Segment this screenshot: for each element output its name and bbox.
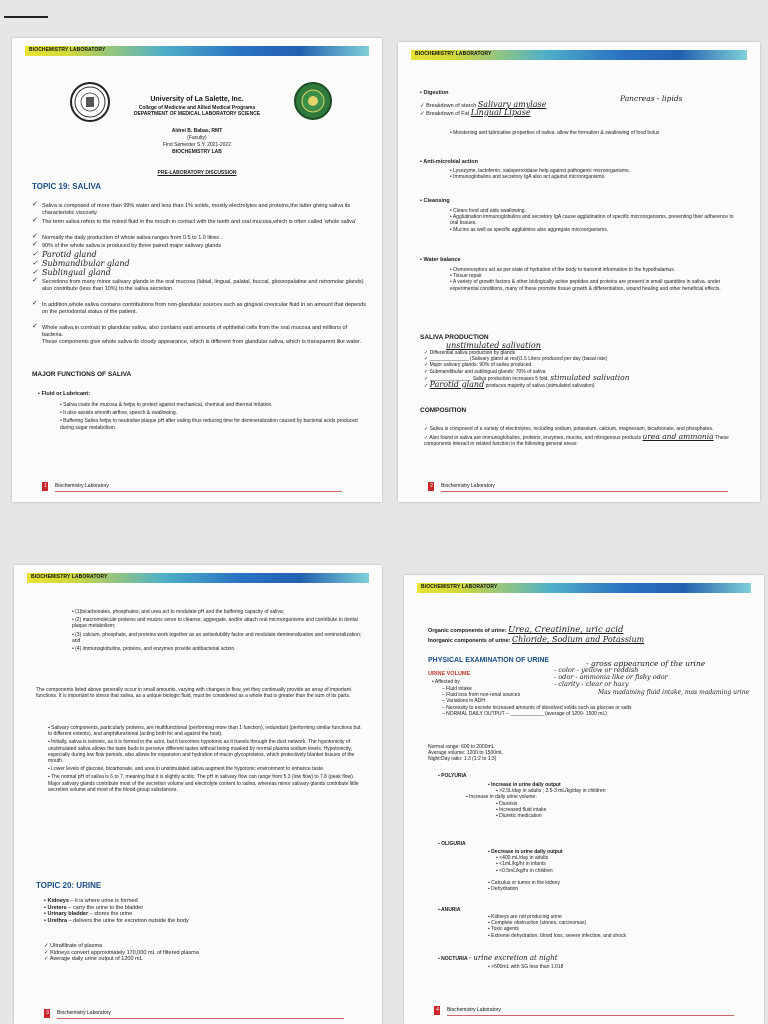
handwritten-note: Salivary amylase (477, 100, 547, 109)
list-item: • Agglutination immunoglobulins and secretory IgA cause agglutination of specific microorganisms, preventing their adherence to oral tissues. (450, 214, 734, 227)
list-item: ▪ Diuresis (496, 800, 518, 807)
handwritten-note: Parotid gland (429, 380, 485, 390)
bullet-item: ✓ Normally the daily production of whole saliva ranges from 0.5 to 1.0 litres . (32, 233, 223, 241)
list-item: ▪ Complete obstruction (stones, carcinomas) (488, 920, 587, 927)
water-balance-title: ▪ Water balance (420, 257, 461, 263)
handwritten-note: Pancreas - lipids (620, 94, 683, 103)
handwritten-note: unstimulated salivation (446, 341, 541, 350)
list-item: ▪ >2.5L/day in adults ; 2.5-3 mL/kg/day in children (496, 788, 606, 795)
antimicrobial-title: ▪ Anti-microbial action (420, 159, 478, 165)
checkmark-icon: ✓ (32, 233, 38, 240)
list-item: ✓ Differential saliva production by glands (424, 350, 516, 356)
college-name: College of Medicine and Allied Medical Programs (138, 105, 256, 111)
list-item: • (2) macromolecule proteins and mucins serve to cleanse, aggregate, and/or attach oral microorganisms and contribute to dental plaque metabolism; (72, 617, 358, 630)
checkmark-icon: ✓ (32, 277, 38, 284)
handwritten-note: ✓ Submandibular gland (32, 259, 130, 268)
footer-rule (55, 491, 342, 492)
composition-title: COMPOSITION (420, 407, 467, 414)
header-bar (417, 583, 751, 593)
nocturia-title: ▪ NOCTURIA - urine excretion at night (438, 954, 558, 962)
fluid-title: ▪ Fluid or Lubricant: (38, 391, 91, 397)
organic-components: Organic components of urine: Urea, Creatinine, uric acid (428, 625, 624, 635)
header-label: BIOCHEMISTRY LABORATORY (421, 584, 498, 590)
bullet-item: ✓ In addition,whole saliva contains contributions from non-glandular sources such as gingival crevicular fluid in an amount that depends on the periodontal status of the patient. (32, 300, 367, 315)
page-number: 4 (436, 1007, 439, 1013)
list-item: ▪ Salivary components, particularly proteins, are multifunctional (performing more than 1 function), redundant (performing similar functions but to different extents), and amphifunctional (acting both for and against the host). (48, 725, 361, 738)
digestion-title: ▪ Digestion (420, 90, 449, 96)
list-item: • (4) immunoglobulins, proteins, and enzymes provide antibacterial action. (72, 646, 236, 653)
composition-list (424, 426, 739, 448)
range-normal: Normal range: 600 to 2000mL (428, 744, 495, 750)
list-item: • Osmoreceptors act as per state of hydration of the body to transmit information to the hypothalamus. (450, 267, 676, 273)
list-item: • Mucins as well as specific agglutinins also aggregate microorganisms. (450, 226, 609, 233)
nocturia-list (488, 964, 748, 970)
page-number: 1 (44, 483, 47, 489)
list-item: ▪ Ureters – carry the urine to the bladder (44, 904, 144, 911)
components-list (72, 609, 364, 652)
list-item: • Buffering Saliva helps to neutralise plaque pH after eating thus reducing time for demineralization caused by bacterial acids produced during sugar metabolism. (60, 418, 358, 431)
summary-paragraph: The components listed above generally occur in small amounts, varying with changes in flow, yet they continually provide an array of important functions. It is important to stress that saliva, as a unique biologic fluid, must be considered as a whole that is greater than the sum of its parts. (36, 687, 351, 700)
antimicrobial-list (450, 168, 740, 180)
list-item: ✓ Breakdown of Fat Lingual Lipase (420, 107, 531, 117)
list-item: – Variations in ADH (442, 698, 485, 705)
handwritten-note: stimulated salivation (550, 372, 630, 382)
checkmark-icon: ✓ (44, 949, 49, 956)
range-ratio: Night:Day ratio: 1:3 (1:2 to 1:3) (428, 756, 497, 763)
list-item: • Clears food and aids swallowing. (450, 208, 526, 214)
footer-label: Biochemistry Laboratory (55, 483, 109, 489)
list-item: ▪ Increase in daily urine volume: (466, 794, 537, 801)
list-item: ✓ Parotid gland produces majority of saliva (stimulated salivation) (424, 380, 595, 390)
topic-title: TOPIC 20: URINE (36, 881, 102, 890)
checkmark-icon: ✓ (32, 217, 38, 224)
page-number: 2 (430, 483, 433, 489)
urine-volume-title: URINE VOLUME (428, 671, 471, 677)
footer-label: Biochemistry Laboratory (441, 483, 495, 489)
page-4 (404, 575, 764, 1024)
list-item: ▪ Toxic agents (488, 926, 519, 933)
header-label: BIOCHEMISTRY LABORATORY (415, 51, 492, 57)
footer-label: Biochemistry Laboratory (57, 1010, 111, 1016)
page-footer (434, 1006, 734, 1016)
list-item: ▪ Calculus or tumor in the kidney (488, 879, 560, 886)
anuria-list (488, 914, 748, 939)
header-label: BIOCHEMISTRY LABORATORY (29, 47, 106, 53)
list-item: ▪ Increase in urine daily output (488, 782, 561, 788)
list-item: • Tissue repair (450, 273, 482, 280)
lab-name: BIOCHEMISTRY LAB (172, 149, 222, 155)
checkmark-icon: ✓ (44, 943, 49, 949)
footer-label: Biochemistry Laboratory (447, 1007, 501, 1013)
list-item: ✓ Average daily urine output of 1200 mL (44, 956, 143, 963)
bullet-item: ✓ The term saliva refers to the mixed fluid in the mouth in contact with the teeth and oral mucosa,which is often called 'whole saliva' (32, 217, 356, 225)
list-item: • (3) calcium, phosphate, and proteins work together as an antisolubility factor and modulate demineralization and remineralization; and (72, 631, 362, 644)
page-2 (398, 42, 760, 502)
list-item: ▪ Diuretic medication (496, 813, 542, 820)
volume-ranges (428, 744, 728, 763)
list-item: ▪ Extreme dehydration, blood loss, severe infection, and shock (488, 932, 626, 939)
list-item: • Moistening and lubricative properties of saliva: allow the formation & swallowing of food bolus (450, 130, 660, 136)
list-item: • It also assists smooth airflow, speech & swallowing. (60, 410, 178, 417)
header-bar (25, 46, 369, 56)
handwritten-note: ✓ Parotid gland (32, 250, 97, 259)
anuria-title: ▪ ANURIA (438, 907, 461, 913)
page-footer (42, 482, 342, 492)
list-item: ▪ <400 mL/day in adults (496, 855, 549, 862)
water-balance-list (450, 267, 742, 292)
list-item: ▪ Urethra – delivers the urine for excretion outside the body (44, 917, 189, 924)
top-rule (4, 16, 48, 18)
list-item: ▪ Decrease in urine daily output (488, 849, 563, 855)
list-item: – NORMAL DAILY OUTPUT – ____________ (average of 1200- 1500 mL) (442, 710, 607, 717)
handwritten-note: Lingual Lipase (470, 107, 531, 117)
production-list (424, 350, 744, 389)
urine-checks (44, 943, 364, 963)
handwritten-note: - odor - ammonia like or fishy odor (554, 673, 668, 682)
list-item: ▪ >500mL with SG less than 1.018 (488, 964, 564, 970)
checkmark-icon: ✓ (32, 268, 38, 276)
list-item: ✓ ______________ (Salivary gland at rest)1.5 Liters produced per day (basal rate) (424, 356, 608, 363)
list-item: ▪ Urinary bladder – stores the urine (44, 911, 133, 918)
bullet-item: ✓ Secretions from many minor salivary glands in the oral mucosa (labial, lingual, palatal, buccal, glossopalatine and retromolar glands) also contribute (less than 10%) to the saliva secretion. (32, 277, 364, 292)
handwritten-note: - gross appearance of the urine (586, 659, 706, 668)
digestion-list (420, 102, 740, 117)
checkmark-icon: ✓ (32, 300, 38, 307)
list-item: ✓ Breakdown of starch Salivary amylase (420, 100, 547, 109)
affected-by-label: • Affected by (432, 679, 460, 685)
page-number: 3 (46, 1010, 49, 1016)
header-bar (411, 50, 747, 60)
handwritten-note: Chloride, Sodium and Potassium (512, 635, 645, 644)
page-footer (428, 482, 728, 492)
list-item: • Lysozyme, lactoferrin, sialoperoxidase help against pathogenic microorganisms. (450, 168, 630, 174)
checkmark-icon: ✓ (44, 956, 49, 963)
saliva-production-title: SALIVA PRODUCTION (420, 334, 489, 341)
discussion-title: PRE-LABORATORY DISCUSSION (157, 170, 237, 176)
list-item: ✓ Also found in saliva are immunoglobulins, proteins, enzymes, mucins, and nitrogenous products urea and ammonia These components interact in related function in the following general areas: (424, 432, 729, 448)
checkmark-icon: ✓ (32, 259, 38, 267)
list-item: ▪ Kidneys – it is where urine is formed (44, 898, 138, 904)
polyuria-list (466, 782, 748, 820)
list-item: • Saliva coats the mucosa & helps to protect against mechanical, chemical and thermal irritation. (60, 402, 273, 408)
page-3 (14, 565, 382, 1024)
cleansing-title: ▪ Cleansing (420, 198, 450, 204)
author-name: Aldrei B. Babas, RMT (171, 128, 223, 134)
major-functions-title: MAJOR FUNCTIONS OF SALIVA (32, 371, 132, 378)
list-item: ▪ Initially, saliva is isotonic, as it is formed in the acini, but it becomes hypotonic as it travels through the duct network. The hypotonicity of unstimulated saliva allows the taste buds to perceive different tastes without being masked by normal plasma sodium levels. Hypotonicity, especially during low flow periods, also allows for expansion and hydration of mucin glycoproteins, which protectively blanket tissues of the mouth. (48, 739, 355, 765)
list-item: – Necessity to excrete increased amounts of dissolved solids such as glucose or salts (442, 704, 632, 711)
topic-title: TOPIC 19: SALIVA (32, 182, 102, 191)
list-item: – Fluid loss from non-renal sources (442, 692, 521, 699)
oliguria-title: ▪ OLIGURIA (438, 841, 466, 847)
physical-exam-title: PHYSICAL EXAMINATION OF URINE (428, 657, 550, 664)
checkmark-icon: ✓ (32, 241, 38, 248)
list-item: • (1)bicarbonates, phosphates, and urea act to modulate pH and the buffering capacity of saliva; (72, 609, 285, 615)
list-item: ▪ <1mL/kg/hr in infants (496, 861, 546, 868)
list-item: ✓ Kidneys convert approximately 170,000 mL of filtered plasma (44, 949, 199, 956)
list-item: ▪ Dehydration (488, 886, 519, 893)
bullet-continuation: These components give whole saliva its cloudy appearance, which is different from glandular saliva, which is transparent like water. (42, 339, 362, 345)
handwritten-note: Urea, Creatinine, uric acid (508, 625, 624, 635)
handwritten-note: urea and ammonia (642, 432, 714, 442)
handwritten-note: - urine excretion at night (468, 954, 558, 962)
semester: First Semester S.Y. 2021-2022 (163, 142, 231, 148)
header-bar (27, 573, 369, 583)
list-item: ✓ Ultrafiltrate of plasma (44, 943, 103, 949)
header-label: BIOCHEMISTRY LABORATORY (31, 574, 108, 580)
handwritten-note: - clarity - clear or hazy (554, 680, 629, 689)
page-footer (44, 1009, 344, 1019)
list-item: ✓ _______________ Saliva production increases 5 fold. stimulated salivation (424, 372, 630, 382)
handwritten-note: Mas madaming fluid intake, mas madaming urine (598, 689, 750, 696)
university-name: University of La Salette, Inc. (150, 96, 244, 103)
polyuria-title: ▪ POLYURIA (438, 773, 467, 779)
footer-rule (441, 491, 728, 492)
fluid-list (60, 402, 360, 431)
properties-list (48, 725, 364, 793)
inorganic-components: Inorganic components of urine: Chloride, Sodium and Potassium (428, 635, 645, 644)
cleansing-list (450, 208, 740, 233)
list-item: – Fluid intake (442, 686, 472, 692)
list-item: ▪ Increased fluid intake (496, 806, 547, 813)
list-item: ▪ Kidneys are not producing urine (488, 914, 562, 920)
author-role: (Faculty) (187, 135, 207, 141)
range-average: Average volume: 1200 to 1500mL (428, 750, 503, 757)
department-name: DEPARTMENT OF MEDICAL LABORATORY SCIENCE (133, 111, 261, 117)
list-item: ✓ Major salivary glands: 90% of saliva produced (424, 362, 532, 369)
list-item: ▪ The normal pH of saliva is 6 to 7, meaning that it is slightly acidic. The pH in salivary flow can range from 5.3 (low flow) to 7.8 (peak flow). Major salivary glands contribute most of the secretion volume and electrolyte content to saliva, whereas minor salivary glands contribute little secretion volume and most of the blood-group substances. (48, 774, 359, 793)
footer-rule (447, 1015, 734, 1016)
urinary-organs-list (44, 898, 364, 924)
list-item: ✓ Submandibular and sublingual glands: 70% of saliva (424, 368, 546, 375)
checkmark-icon: ✓ (32, 323, 38, 330)
handwritten-note: ✓ Sublingual gland (32, 268, 111, 277)
list-item: ▪ Lower levels of glucose, bicarbonate, and urea in unstimulated saliva augment the hypotonic environment to enhance taste. (48, 766, 325, 773)
list-item: • A variety of growth factors & other biologically active peptides and proteins are present in small quantities in saliva. under experimental conditions, many of these promote tissue growth & differentiation, wound healing and other beneficial effects. (450, 279, 721, 292)
handwritten-note: - color - yellow or reddish (554, 666, 639, 674)
list-item: ✓ Saliva is composed of a variety of electrolytes, including sodium, potassium, calcium, magnesium, bicarbonate, and phosphates. (424, 426, 714, 432)
checkmark-icon: ✓ (32, 250, 38, 258)
oliguria-list (488, 849, 748, 892)
list-item: ▪ <0.5mL/kg/hr in children (496, 867, 553, 874)
bullet-item: ✓ Whole saliva,in contrast to glandular saliva, also contains vast amounts of epithelial cells from the oral mucosa and millions of bacteria. (32, 323, 348, 338)
page-1 (12, 38, 382, 502)
list-item: • Immunoglobulins and secretory IgA also act against microorganisms. (450, 174, 606, 181)
bullet-item: ✓ Saliva is composed of more than 99% water and less than 1% solids, mostly electrolytes and proteins,the latter giving saliva its characteristic viscosity. (32, 201, 351, 216)
checkmark-icon: ✓ (32, 201, 38, 208)
bullet-item: ✓ 90% of the whole saliva is produced by three paired major salivary glands (32, 241, 222, 249)
footer-rule (57, 1018, 344, 1019)
